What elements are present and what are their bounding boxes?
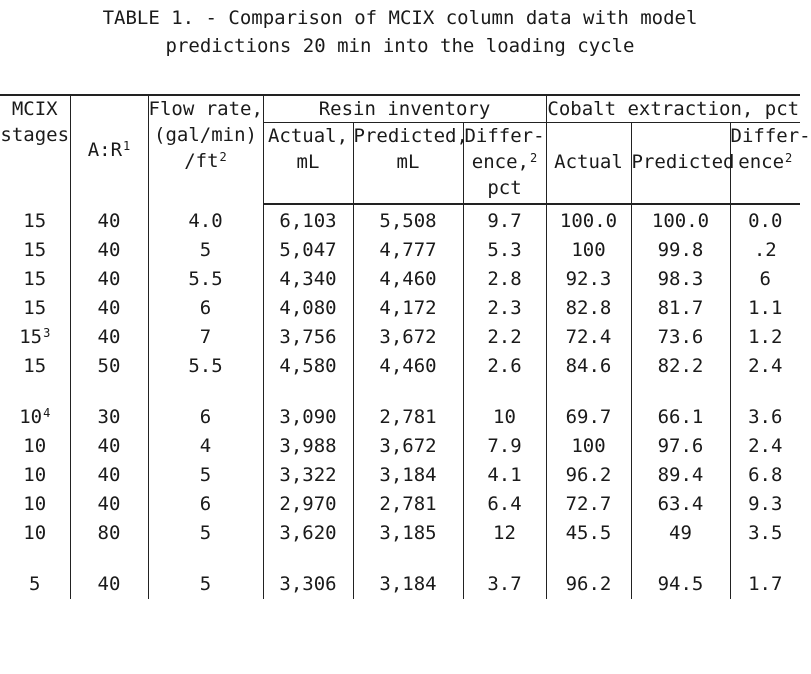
cell-resin-actual: [263, 294, 353, 323]
cell-value: 4: [199, 435, 212, 457]
cell-resin-predicted: [353, 403, 463, 432]
cell-resin-actual: [263, 265, 353, 294]
cell-value: 89.4: [657, 464, 704, 486]
cell-value: 5: [199, 522, 212, 544]
cell-stages: [0, 461, 70, 490]
cell-flow: [148, 461, 263, 490]
header-text: Flow rate,: [148, 98, 263, 120]
spacer-cell: [463, 548, 546, 570]
cell-cobalt-diff: [730, 519, 800, 548]
cell-resin-diff: [463, 265, 546, 294]
table-row: [0, 294, 800, 323]
header-row-group: [0, 95, 800, 123]
cell-value: 2.6: [487, 355, 522, 377]
cell-value: 15: [23, 239, 47, 261]
cell-cobalt-actual: [546, 352, 631, 381]
cell-resin-actual: [263, 352, 353, 381]
spacer-cell: [70, 381, 148, 403]
cell-value: 4,460: [379, 268, 437, 290]
cell-value: 15: [23, 268, 47, 290]
cell-value: 15: [23, 355, 47, 377]
cell-cobalt-diff: [730, 294, 800, 323]
cell-value: 0.0: [748, 210, 783, 232]
cell-cobalt-predicted: [631, 461, 730, 490]
spacer-cell: [148, 381, 263, 403]
cell-value: 6: [199, 493, 212, 515]
cell-value: 98.3: [657, 268, 704, 290]
cell-value: 6,103: [279, 210, 337, 232]
cell-value: 30: [97, 406, 121, 428]
cell-flow: [148, 403, 263, 432]
cell-resin-diff: [463, 323, 546, 352]
cell-cobalt-actual: [546, 403, 631, 432]
cell-cobalt-predicted: [631, 265, 730, 294]
table-row: [0, 403, 800, 432]
cell-cobalt-predicted: [631, 519, 730, 548]
spacer-cell: [546, 381, 631, 403]
cell-stages: [0, 519, 70, 548]
spacer-cell: [631, 548, 730, 570]
footnote-marker: 3: [43, 326, 51, 340]
cell-stages: [0, 490, 70, 519]
table-title-line-2: predictions 20 min into the loading cycle: [165, 35, 635, 57]
cell-value: 97.6: [657, 435, 704, 457]
cell-resin-diff: [463, 519, 546, 548]
cell-value: 15: [23, 209, 47, 232]
table-row: [0, 519, 800, 548]
table-title: [0, 4, 800, 60]
cell-value: 69.7: [565, 406, 612, 428]
cell-value: 81.7: [657, 297, 704, 319]
spacer-cell: [463, 381, 546, 403]
header-cobalt-predicted: Predicted: [631, 123, 730, 205]
cell-value: 3,322: [279, 464, 337, 486]
cell-ar: [70, 490, 148, 519]
cell-resin-diff: [463, 461, 546, 490]
cell-value: 5.5: [188, 355, 223, 377]
cell-value: 3,672: [379, 435, 437, 457]
header-text: ence,: [471, 151, 529, 173]
cell-flow: [148, 352, 263, 381]
header-text: mL: [396, 151, 420, 173]
cell-value: 5,047: [279, 239, 337, 261]
cell-cobalt-diff: [730, 570, 800, 599]
cell-value: 3,672: [379, 326, 437, 348]
header-text: A:R: [87, 139, 123, 161]
header-text: stages: [0, 124, 70, 146]
cell-resin-actual: [263, 461, 353, 490]
cell-cobalt-actual: [546, 294, 631, 323]
cell-cobalt-actual: [546, 490, 631, 519]
header-resin-actual: [263, 123, 353, 205]
spacer-cell: [353, 548, 463, 570]
cell-value: 6: [199, 406, 212, 428]
cell-value: 4,340: [279, 268, 337, 290]
cell-value: 1.1: [748, 297, 783, 319]
cell-value: 6.4: [487, 493, 522, 515]
cell-cobalt-predicted: [631, 236, 730, 265]
cell-ar: [70, 570, 148, 599]
cell-value: 40: [97, 493, 121, 515]
footnote-marker: 1: [123, 139, 131, 153]
cell-value: 80: [97, 522, 121, 544]
cell-cobalt-diff: [730, 204, 800, 236]
cell-value: 3,184: [379, 464, 437, 486]
cell-cobalt-predicted: [631, 294, 730, 323]
cell-flow: [148, 570, 263, 599]
cell-stages: [0, 352, 70, 381]
cell-resin-diff: [463, 352, 546, 381]
header-text: Actual,: [267, 125, 349, 147]
cell-value: 40: [97, 573, 121, 595]
cell-stages: [0, 403, 70, 432]
cell-value: 10: [493, 406, 516, 428]
cell-value: 40: [97, 297, 121, 319]
cell-value: 2.8: [487, 268, 522, 290]
cell-cobalt-predicted: [631, 490, 730, 519]
cell-stages: [0, 236, 70, 265]
cell-cobalt-predicted: [631, 432, 730, 461]
cell-ar: [70, 294, 148, 323]
cell-resin-actual: [263, 519, 353, 548]
cell-flow: [148, 236, 263, 265]
cell-cobalt-predicted: [631, 403, 730, 432]
spacer-row: [0, 381, 800, 403]
cell-value: 4.0: [188, 209, 223, 232]
cell-resin-diff: [463, 236, 546, 265]
cell-value: 2.3: [487, 297, 522, 319]
cell-value: 50: [97, 355, 121, 377]
header-mcix-stages: [0, 95, 70, 204]
table-row: [0, 236, 800, 265]
cell-value: 10: [23, 493, 47, 515]
table-row: [0, 352, 800, 381]
cell-value: 49: [669, 522, 692, 544]
cell-value: 3,756: [279, 326, 337, 348]
cell-cobalt-actual: [546, 204, 631, 236]
cell-value: 3,620: [279, 522, 337, 544]
cell-stages: [0, 570, 70, 599]
cell-value: 40: [97, 464, 121, 486]
table-row: [0, 204, 800, 236]
cell-value: 82.8: [565, 297, 612, 319]
cell-cobalt-diff: [730, 265, 800, 294]
cell-resin-predicted: [353, 236, 463, 265]
cell-value: 4,777: [379, 239, 437, 261]
cell-value: 72.4: [565, 326, 612, 348]
cell-value: 3,988: [279, 435, 337, 457]
table-row: [0, 570, 800, 599]
header-text: Predicted,: [353, 125, 468, 147]
cell-cobalt-actual: [546, 323, 631, 352]
cell-resin-actual: [263, 323, 353, 352]
header-text: MCIX: [11, 98, 58, 120]
cell-value: 9.7: [487, 210, 522, 232]
cell-cobalt-diff: [730, 403, 800, 432]
cell-flow: [148, 432, 263, 461]
cell-value: 2,970: [279, 493, 337, 515]
cell-stages: [0, 265, 70, 294]
header-text: mL: [296, 151, 320, 173]
cell-value: 1.7: [748, 573, 783, 595]
cell-cobalt-predicted: [631, 204, 730, 236]
cell-ar: [70, 265, 148, 294]
spacer-cell: [70, 548, 148, 570]
cell-resin-predicted: [353, 490, 463, 519]
header-resin-difference: [463, 123, 546, 205]
cell-value: 3,090: [279, 406, 337, 428]
cell-value: 84.6: [565, 355, 612, 377]
cell-value: 4,080: [279, 297, 337, 319]
cell-value: 92.3: [565, 268, 612, 290]
cell-value: 6: [199, 297, 212, 319]
cell-flow: [148, 265, 263, 294]
header-flow-rate: [148, 95, 263, 204]
cell-stages: [0, 432, 70, 461]
cell-value: 94.5: [657, 573, 704, 595]
cell-value: 2,781: [379, 406, 437, 428]
cell-value: 2.2: [487, 326, 522, 348]
cell-value: 2,781: [379, 493, 437, 515]
cell-value: 99.8: [657, 239, 704, 261]
cell-value: 63.4: [657, 493, 704, 515]
cell-value: 3.7: [487, 573, 522, 595]
cell-value: 3,185: [379, 522, 437, 544]
cell-value: 45.5: [565, 522, 612, 544]
cell-flow: [148, 323, 263, 352]
cell-ar: [70, 461, 148, 490]
cell-value: 3.6: [748, 406, 783, 428]
spacer-cell: [730, 548, 800, 570]
cell-resin-predicted: [353, 432, 463, 461]
cell-value: 12: [493, 522, 516, 544]
cell-cobalt-actual: [546, 432, 631, 461]
cell-cobalt-diff: [730, 490, 800, 519]
footnote-marker: 2: [785, 151, 793, 165]
cell-value: 15: [23, 297, 47, 319]
header-ar: [70, 95, 148, 204]
table-row: [0, 265, 800, 294]
cell-ar: [70, 236, 148, 265]
cell-cobalt-actual: [546, 236, 631, 265]
cell-cobalt-predicted: [631, 352, 730, 381]
cell-resin-actual: [263, 432, 353, 461]
cell-resin-actual: [263, 204, 353, 236]
table-row: [0, 490, 800, 519]
cell-value: 9.3: [748, 493, 783, 515]
cell-resin-actual: [263, 570, 353, 599]
cell-ar: [70, 352, 148, 381]
cell-value: 5: [199, 464, 212, 486]
cell-cobalt-diff: [730, 432, 800, 461]
cell-resin-actual: [263, 490, 353, 519]
cell-resin-diff: [463, 294, 546, 323]
spacer-cell: [353, 381, 463, 403]
cell-value: 40: [97, 268, 121, 290]
cell-cobalt-actual: [546, 519, 631, 548]
cell-resin-diff: [463, 570, 546, 599]
cell-value: 6: [759, 268, 771, 290]
cell-value: 100.0: [651, 210, 710, 232]
cell-value: 10: [23, 435, 47, 457]
spacer-cell: [730, 381, 800, 403]
header-text: Differ-: [464, 125, 545, 147]
cell-value: 7: [199, 326, 212, 348]
cell-resin-diff: [463, 204, 546, 236]
cell-value: 5.3: [487, 239, 522, 261]
cell-ar: [70, 323, 148, 352]
cell-stages: [0, 323, 70, 352]
spacer-cell: [263, 548, 353, 570]
cell-ar: [70, 403, 148, 432]
cell-value: 40: [97, 239, 121, 261]
cell-cobalt-actual: [546, 265, 631, 294]
cell-value: 1.2: [748, 326, 783, 348]
header-text: Differ-: [730, 125, 811, 147]
cell-value: 4.1: [487, 464, 522, 486]
cell-value: 40: [97, 326, 121, 348]
header-cobalt-actual: Actual: [546, 123, 631, 205]
cell-resin-diff: [463, 403, 546, 432]
cell-value: 40: [97, 209, 121, 232]
cell-value: 96.2: [565, 573, 612, 595]
cell-cobalt-actual: [546, 570, 631, 599]
header-text: (gal/min): [154, 124, 257, 146]
cell-value: 10: [23, 464, 47, 486]
cell-value: 5.5: [188, 268, 223, 290]
cell-value: 7.9: [487, 435, 522, 457]
cell-cobalt-actual: [546, 461, 631, 490]
header-text: ence: [738, 151, 785, 173]
cell-value: 72.7: [565, 493, 612, 515]
cell-resin-predicted: [353, 294, 463, 323]
cell-value: 3,306: [279, 573, 337, 595]
cell-cobalt-diff: [730, 236, 800, 265]
header-text: /ft: [184, 150, 219, 172]
cell-flow: [148, 490, 263, 519]
cell-value: 3.5: [748, 522, 783, 544]
mcix-comparison-table: [0, 94, 811, 599]
cell-ar: [70, 204, 148, 236]
cell-value: 73.6: [657, 326, 704, 348]
cell-resin-diff: [463, 490, 546, 519]
cell-value: 100: [571, 435, 606, 457]
footnote-marker: 4: [43, 406, 51, 420]
cell-value: 4,580: [279, 355, 337, 377]
cell-resin-actual: [263, 403, 353, 432]
cell-flow: [148, 204, 263, 236]
cell-value: 40: [97, 435, 121, 457]
header-resin-inventory: Resin inventory: [263, 95, 546, 123]
cell-value: 82.2: [657, 355, 704, 377]
cell-ar: [70, 519, 148, 548]
cell-ar: [70, 432, 148, 461]
cell-value: 96.2: [565, 464, 612, 486]
header-resin-predicted: [353, 123, 468, 205]
cell-resin-predicted: [353, 323, 463, 352]
spacer-cell: [631, 381, 730, 403]
header-text: pct: [487, 177, 522, 199]
cell-value: 5: [199, 573, 212, 595]
cell-value: 2.4: [748, 435, 783, 457]
cell-value: 5: [29, 573, 41, 595]
spacer-row: [0, 548, 800, 570]
cell-value: 3,184: [379, 573, 437, 595]
cell-resin-predicted: [353, 352, 463, 381]
cell-resin-predicted: [353, 570, 463, 599]
cell-cobalt-predicted: [631, 570, 730, 599]
footnote-marker: 2: [219, 150, 227, 164]
cell-resin-predicted: [353, 265, 463, 294]
table-row: [0, 461, 800, 490]
cell-value: 4,172: [379, 297, 437, 319]
cell-flow: [148, 519, 263, 548]
cell-cobalt-diff: [730, 352, 800, 381]
cell-stages: [0, 294, 70, 323]
header-cobalt-extraction: Cobalt extraction, pct: [546, 95, 800, 123]
cell-resin-actual: [263, 236, 353, 265]
cell-value: 6.8: [748, 464, 783, 486]
cell-stages: [0, 204, 70, 236]
cell-cobalt-diff: [730, 461, 800, 490]
cell-resin-predicted: [353, 461, 463, 490]
spacer-cell: [148, 548, 263, 570]
cell-value: .2: [753, 239, 777, 261]
cell-value: 100: [571, 239, 606, 261]
spacer-cell: [0, 381, 70, 403]
table-row: [0, 432, 800, 461]
table-body: [0, 204, 800, 599]
cell-value: 66.1: [657, 406, 704, 428]
cell-resin-predicted: [353, 519, 463, 548]
cell-cobalt-predicted: [631, 323, 730, 352]
cell-resin-diff: [463, 432, 546, 461]
header-cobalt-difference: [730, 123, 811, 205]
cell-resin-predicted: [353, 204, 463, 236]
spacer-cell: [263, 381, 353, 403]
cell-value: 100.0: [559, 210, 618, 232]
spacer-cell: [546, 548, 631, 570]
cell-value: 5: [199, 239, 212, 261]
cell-value: 2.4: [748, 355, 783, 377]
cell-value: 4,460: [379, 355, 437, 377]
cell-value: 10: [19, 406, 43, 428]
cell-cobalt-diff: [730, 323, 800, 352]
footnote-marker: 2: [529, 151, 538, 165]
cell-value: 5,508: [379, 210, 437, 232]
cell-value: 15: [19, 326, 43, 348]
cell-value: 10: [23, 522, 47, 544]
table-title-line-1: TABLE 1. - Comparison of MCIX column data with model: [102, 7, 698, 29]
spacer-cell: [0, 548, 70, 570]
cell-flow: [148, 294, 263, 323]
table-row: [0, 323, 800, 352]
